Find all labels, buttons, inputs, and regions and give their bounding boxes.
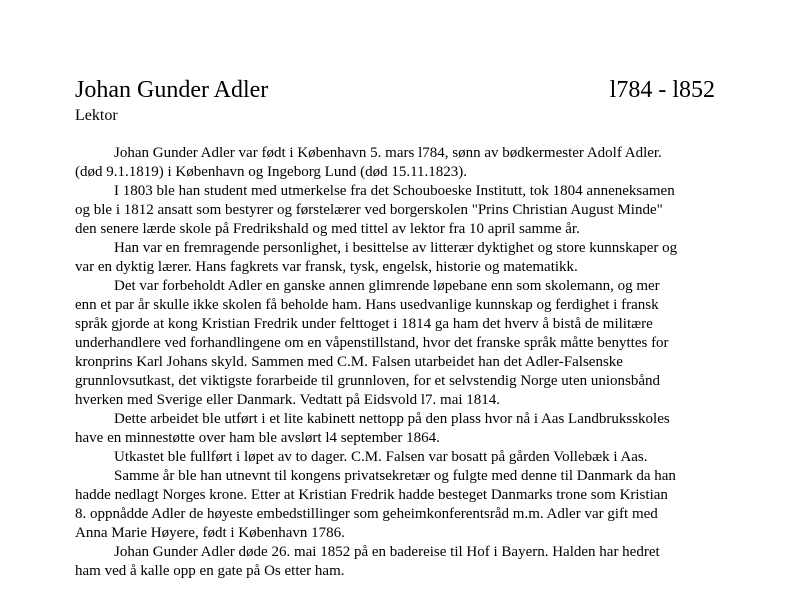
text-line: have en minnestøtte over ham ble avslørt l4 september 1864. bbox=[75, 430, 440, 446]
text-line: Det var forbeholdt Adler en ganske annen glimrende løpebane enn som skolemann, og mer bbox=[114, 278, 660, 294]
biography-text bbox=[75, 144, 725, 581]
text-line: Dette arbeidet ble utført i et lite kabinett nettopp på den plass hvor nå i Aas Landbruksskoles bbox=[114, 411, 670, 427]
text-line: 8. oppnådde Adler de høyeste embedstillinger som geheimkonferentsråd m.m. Adler var gift med bbox=[75, 506, 658, 522]
life-years: l784 - l852 bbox=[609, 77, 715, 103]
text-line: Samme år ble han utnevnt til kongens privatsekretær og fulgte med denne til Danmark da han bbox=[114, 468, 676, 484]
text-line: språk gjorde at kong Kristian Fredrik under felttoget i 1814 ga ham det hverv å bistå de militære bbox=[75, 316, 653, 332]
text-line: ham ved å kalle opp en gate på Os etter ham. bbox=[75, 563, 345, 579]
text-line: I 1803 ble han student med utmerkelse fra det Schouboeske Institutt, tok 1804 anneneksamen bbox=[114, 183, 675, 199]
person-title: Lektor bbox=[75, 107, 118, 124]
text-line: den senere lærde skole på Fredrikshald og med tittel av lektor fra 10 april samme år. bbox=[75, 221, 580, 237]
text-line: Anna Marie Høyere, født i København 1786. bbox=[75, 525, 345, 541]
text-line: kronprins Karl Johans skyld. Sammen med C.M. Falsen utarbeidet han det Adler-Falsenske bbox=[75, 354, 623, 370]
text-line: hverken med Sverige eller Danmark. Vedtatt på Eidsvold l7. mai 1814. bbox=[75, 392, 501, 408]
text-line: grunnlovsutkast, det viktigste forarbeide til grunnloven, for et selvstendig Norge uten unionsbånd bbox=[75, 373, 661, 389]
text-line: og ble i 1812 ansatt som bestyrer og førstelærer ved borgerskolen "Prins Christian August Minde" bbox=[75, 202, 663, 218]
text-line: var en dyktig lærer. Hans fagkrets var fransk, tysk, engelsk, historie og matematikk. bbox=[75, 259, 578, 275]
text-line: underhandlere ved forhandlingene om en våpenstillstand, hvor det franske språk måtte benyttes for bbox=[75, 335, 669, 351]
text-line: hadde nedlagt Norges krone. Etter at Kristian Fredrik hadde besteget Danmarks trone som Kristian bbox=[75, 487, 668, 503]
document-header bbox=[75, 76, 715, 106]
text-line: (død 9.1.1819) i København og Ingeborg Lund (død 15.11.1823). bbox=[75, 164, 468, 180]
person-name: Johan Gunder Adler bbox=[75, 77, 269, 103]
text-line: Johan Gunder Adler døde 26. mai 1852 på en badereise til Hof i Bayern. Halden har hedret bbox=[114, 544, 660, 560]
text-line: Johan Gunder Adler var født i København 5. mars l784, sønn av bødkermester Adolf Adler. bbox=[114, 145, 662, 161]
text-line: Utkastet ble fullført i løpet av to dager. C.M. Falsen var bosatt på gården Vollebæk i Aas. bbox=[114, 449, 648, 465]
text-line: enn et par år skulle ikke skolen få beholde ham. Hans usedvanlige kunnskap og ferdighet i fransk bbox=[75, 297, 659, 313]
text-line: Han var en fremragende personlighet, i besittelse av litterær dyktighet og store kunnskaper og bbox=[114, 240, 678, 256]
